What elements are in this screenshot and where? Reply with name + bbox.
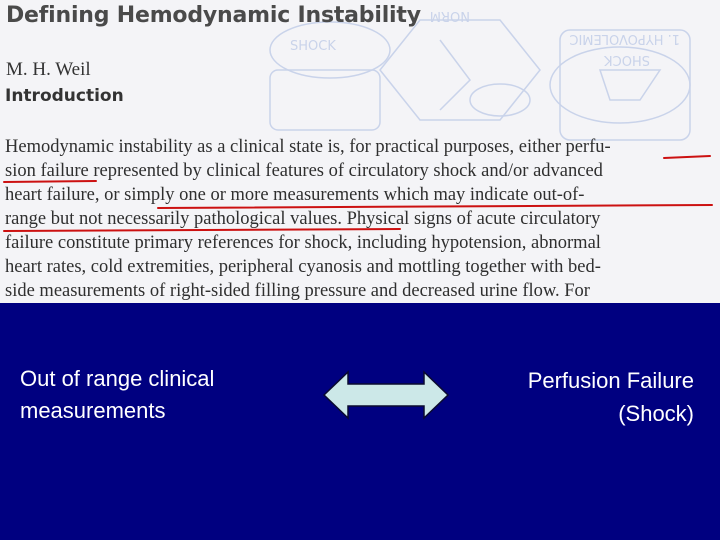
- svg-text:SHOCK: SHOCK: [604, 52, 650, 67]
- paragraph-line: range but not necessarily pathological values. Physical signs of acute circulatory: [5, 209, 601, 229]
- left-label: [20, 363, 214, 427]
- article-author: M. H. Weil: [6, 59, 91, 80]
- right-label-line: Perfusion Failure: [527, 368, 694, 393]
- left-label-line: Out of range clinical: [20, 366, 215, 391]
- right-label-line: (Shock): [618, 401, 694, 426]
- paragraph-line: Hemodynamic instability as a clinical state is, for practical purposes, either perfu-: [5, 137, 611, 157]
- double-headed-arrow-icon: [322, 370, 450, 420]
- section-heading: Introduction: [5, 86, 124, 106]
- paragraph-line: sion failure represented by clinical features of circulatory shock and/or advanced: [5, 161, 603, 181]
- left-label-line: measurements: [20, 398, 166, 423]
- svg-text:SHOCK: SHOCK: [290, 39, 336, 54]
- paragraph-line: heart failure, or simply one or more measurements which may indicate out-of-: [5, 185, 585, 205]
- right-label: [470, 364, 694, 430]
- paragraph-line: side measurements of right-sided filling pressure and decreased urine flow. For: [5, 281, 590, 301]
- svg-text:NORM: NORM: [429, 8, 470, 23]
- paragraph-line: failure constitute primary references for shock, including hypotension, abnormal: [5, 233, 601, 253]
- paragraph-line: heart rates, cold extremities, peripheral cyanosis and mottling together with bed-: [5, 257, 601, 277]
- article-paragraph: [5, 135, 717, 303]
- article-title: Defining Hemodynamic Instability: [6, 3, 421, 28]
- svg-text:1. HYPOVOLEMIC: 1. HYPOVOLEMIC: [569, 31, 680, 46]
